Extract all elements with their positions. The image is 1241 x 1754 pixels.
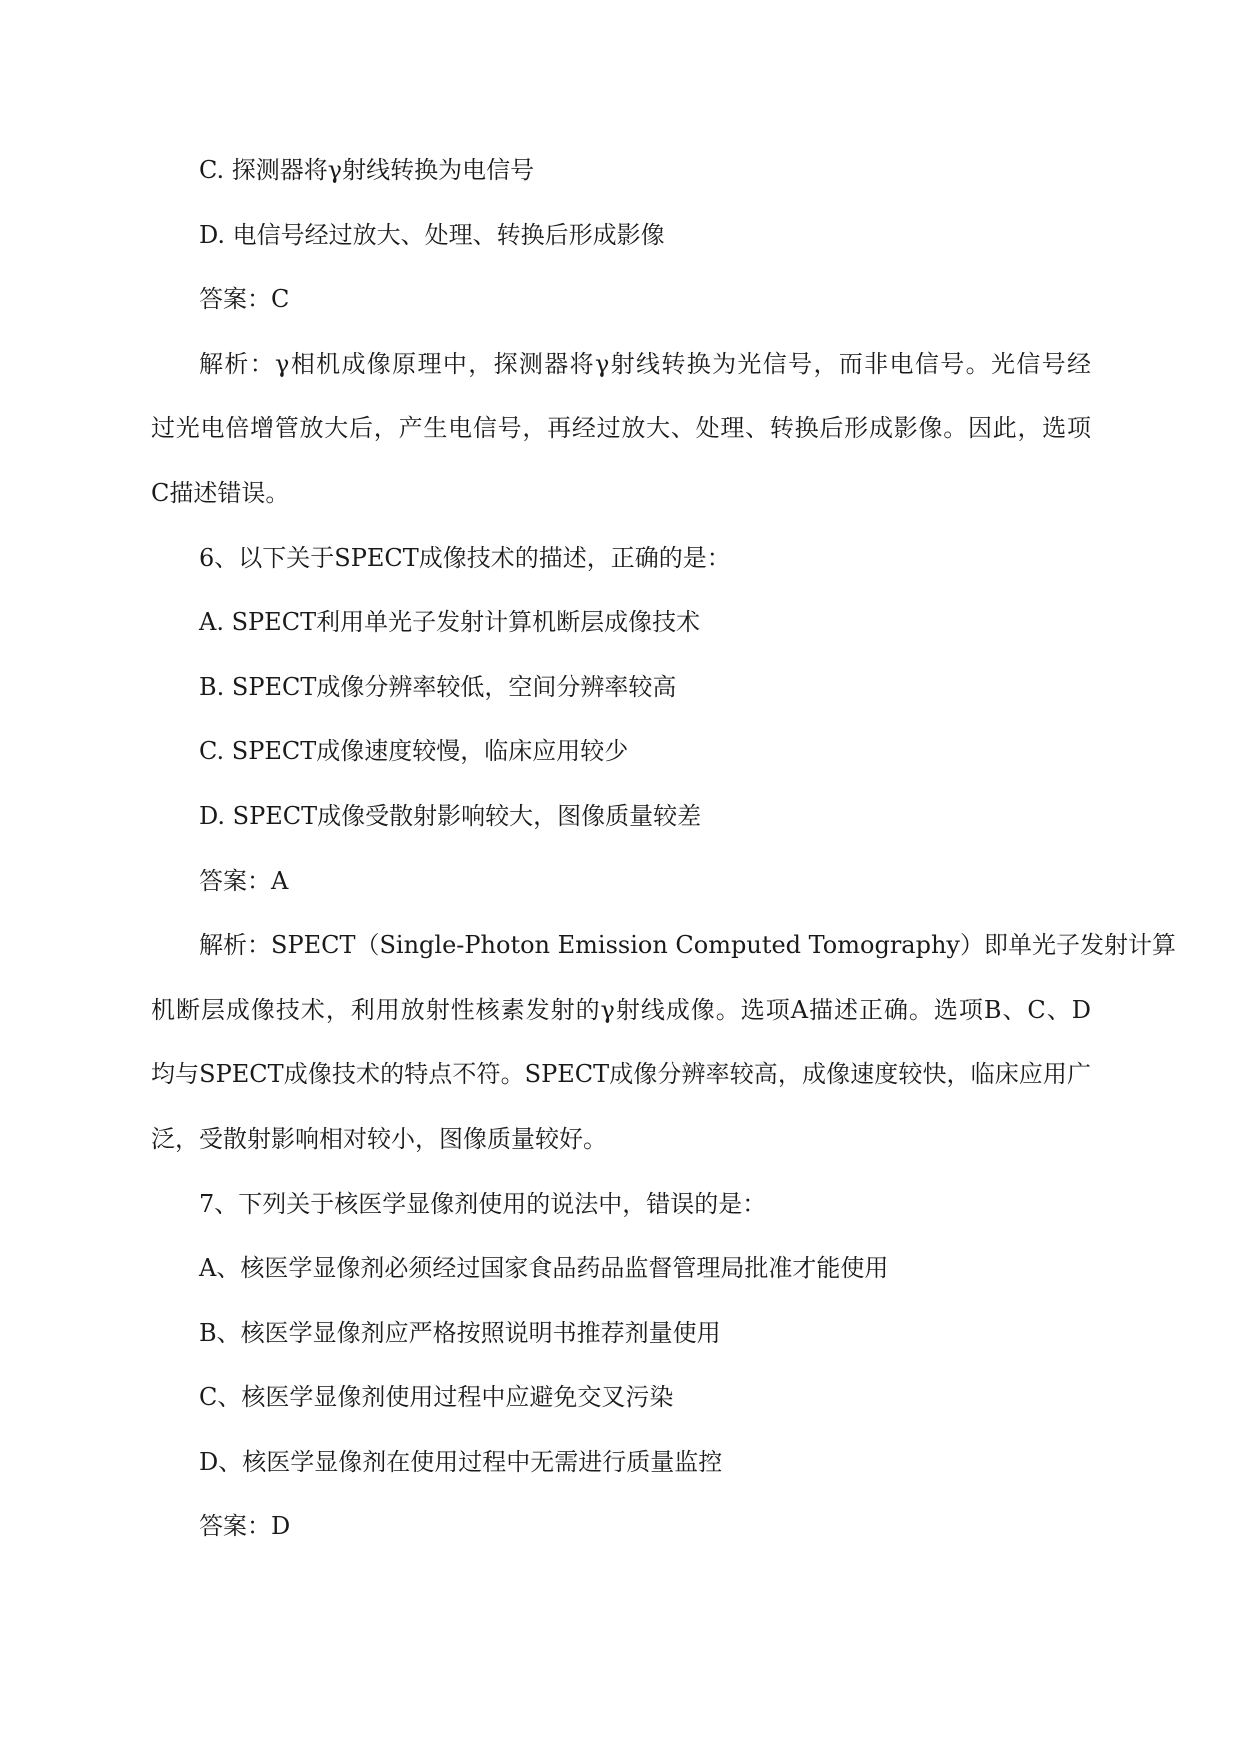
document-body: [151, 138, 1176, 1559]
q5-analysis-line-2: 过光电倍增管放大后，产生电信号，再经过放大、处理、转换后形成影像。因此，选项: [151, 414, 1091, 443]
q7-option-d: D、核医学显像剂在使用过程中无需进行质量监控: [199, 1447, 723, 1476]
q6-option-d: D. SPECT成像受散射影响较大，图像质量较差: [199, 801, 702, 830]
q7-option-b: B、核医学显像剂应严格按照说明书推荐剂量使用: [199, 1318, 721, 1347]
q7-option-c: C、核医学显像剂使用过程中应避免交叉污染: [199, 1383, 674, 1412]
q6-analysis-line-1: 解析：SPECT（Single-Photon Emission Computed Tomography）即单光子发射计算: [199, 931, 1176, 960]
q7-option-a: A、核医学显像剂必须经过国家食品药品监督管理局批准才能使用: [199, 1254, 889, 1283]
q6-option-b: B. SPECT成像分辨率较低，空间分辨率较高: [199, 672, 677, 701]
q6-option-c: C. SPECT成像速度较慢，临床应用较少: [199, 737, 629, 766]
q6-answer: 答案：A: [199, 866, 289, 895]
q5-analysis-line-3: C描述错误。: [151, 478, 290, 507]
q5-analysis-line-1: 解析：γ相机成像原理中，探测器将γ射线转换为光信号，而非电信号。光信号经: [199, 349, 1091, 378]
q5-answer: 答案：C: [199, 285, 290, 314]
q5-option-c: C. 探测器将γ射线转换为电信号: [199, 156, 535, 184]
q6-analysis-line-4: 泛，受散射影响相对较小，图像质量较好。: [151, 1124, 607, 1153]
q5-option-d: D. 电信号经过放大、处理、转换后形成影像: [199, 220, 665, 249]
q7-question: 7、下列关于核医学显像剂使用的说法中，错误的是：: [199, 1189, 767, 1218]
q6-option-a: A. SPECT利用单光子发射计算机断层成像技术: [199, 608, 701, 637]
q6-analysis-line-3: 均与SPECT成像技术的特点不符。SPECT成像分辨率较高，成像速度较快，临床应用广: [151, 1060, 1091, 1089]
q6-question: 6、以下关于SPECT成像技术的描述，正确的是：: [199, 543, 731, 572]
q7-answer: 答案：D: [199, 1512, 291, 1541]
q6-analysis-line-2: 机断层成像技术，利用放射性核素发射的γ射线成像。选项A描述正确。选项B、C、D: [151, 995, 1091, 1024]
